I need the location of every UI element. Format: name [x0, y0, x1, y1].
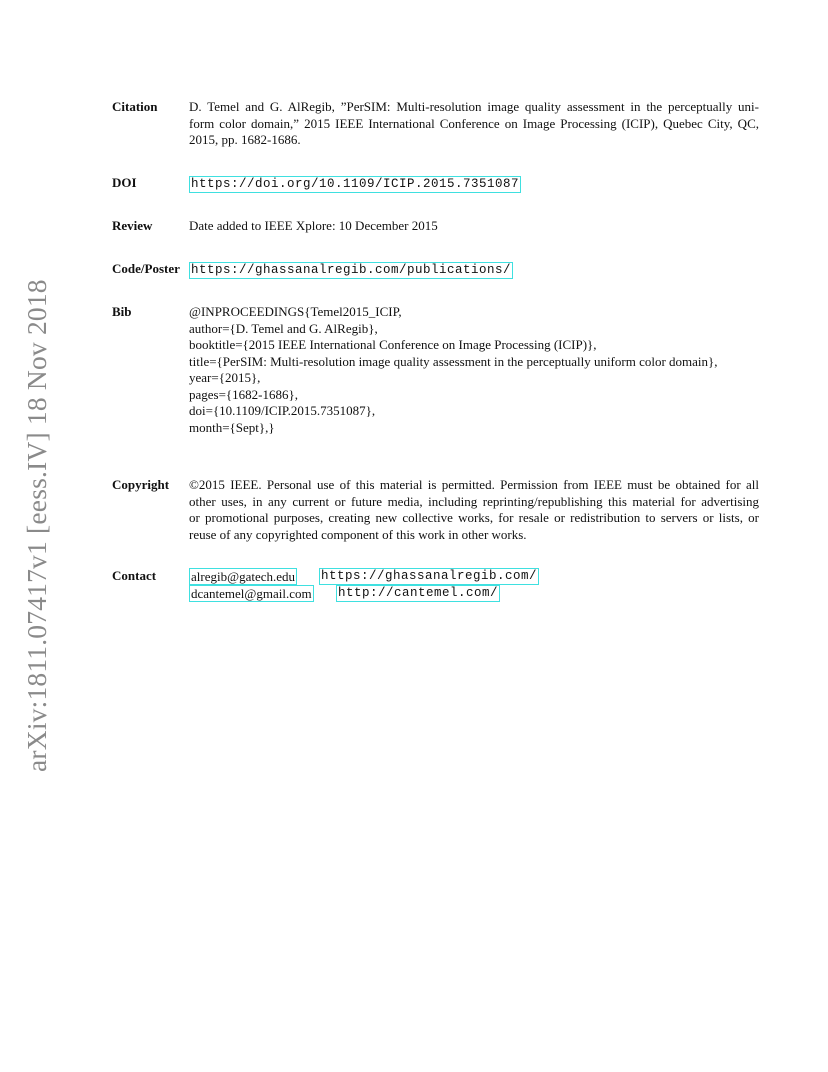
bib-line: pages={1682-1686}, [189, 386, 298, 402]
code-poster-label: Code/Poster [112, 261, 180, 276]
email-link[interactable]: alregib@gatech.edu [191, 569, 296, 584]
review-label: Review [112, 218, 153, 233]
contact-list [189, 568, 759, 601]
citation-line: form color domain,” 2015 IEEE International Conference on Image Processing (ICIP), Quebec City, QC, [189, 115, 759, 131]
copyright-line: ©2015 IEEE. Personal use of this material is permitted. Permission from IEEE must be obtained for all [189, 477, 759, 492]
contact-row [189, 585, 759, 602]
contact-label: Contact [112, 568, 157, 583]
copyright-text [189, 477, 759, 543]
contact-row [189, 568, 759, 585]
bib-line: doi={10.1109/ICIP.2015.7351087}, [189, 403, 376, 418]
website-link[interactable]: http://cantemel.com/ [338, 585, 499, 600]
doi-link[interactable]: https://doi.org/10.1109/ICIP.2015.7351087 [191, 177, 520, 191]
arxiv-identifier-stamp: arXiv:1811.07417v1 [eess.IV] 18 Nov 2018 [21, 279, 52, 772]
citation-line: 2015, pp. 1682-1686. [189, 132, 301, 147]
code-poster-link[interactable]: https://ghassanalregib.com/publications/ [191, 263, 512, 277]
bib-text [189, 304, 759, 436]
copyright-line: or promotional purposes, creating new collective works, for resale or redistribution to servers or lists, or [189, 510, 759, 525]
bib-line: year={2015}, [189, 370, 261, 385]
copyright-line: other uses, in any current or future media, including reprinting/republishing this material for advertising [189, 493, 759, 509]
bib-label: Bib [112, 304, 132, 319]
doi-label: DOI [112, 175, 137, 190]
citation-line: D. Temel and G. AlRegib, ”PerSIM: Multi-resolution image quality assessment in the perceptually uni- [189, 99, 759, 114]
citation-label: Citation [112, 99, 158, 114]
copyright-line: reuse of any copyrighted component of this work in other works. [189, 526, 527, 542]
copyright-label: Copyright [112, 477, 170, 492]
bib-line: booktitle={2015 IEEE International Conference on Image Processing (ICIP)}, [189, 337, 597, 352]
bib-line: title={PerSIM: Multi-resolution image quality assessment in the perceptually uniform color domain}, [189, 353, 718, 369]
review-text: Date added to IEEE Xplore: 10 December 2015 [189, 218, 438, 233]
bib-line: author={D. Temel and G. AlRegib}, [189, 320, 378, 336]
website-link[interactable]: https://ghassanalregib.com/ [321, 569, 538, 583]
bib-line: month={Sept},} [189, 419, 275, 435]
bib-line: @INPROCEEDINGS{Temel2015_ICIP, [189, 304, 402, 319]
email-link[interactable]: dcantemel@gmail.com [191, 585, 312, 601]
citation-text [189, 99, 759, 149]
